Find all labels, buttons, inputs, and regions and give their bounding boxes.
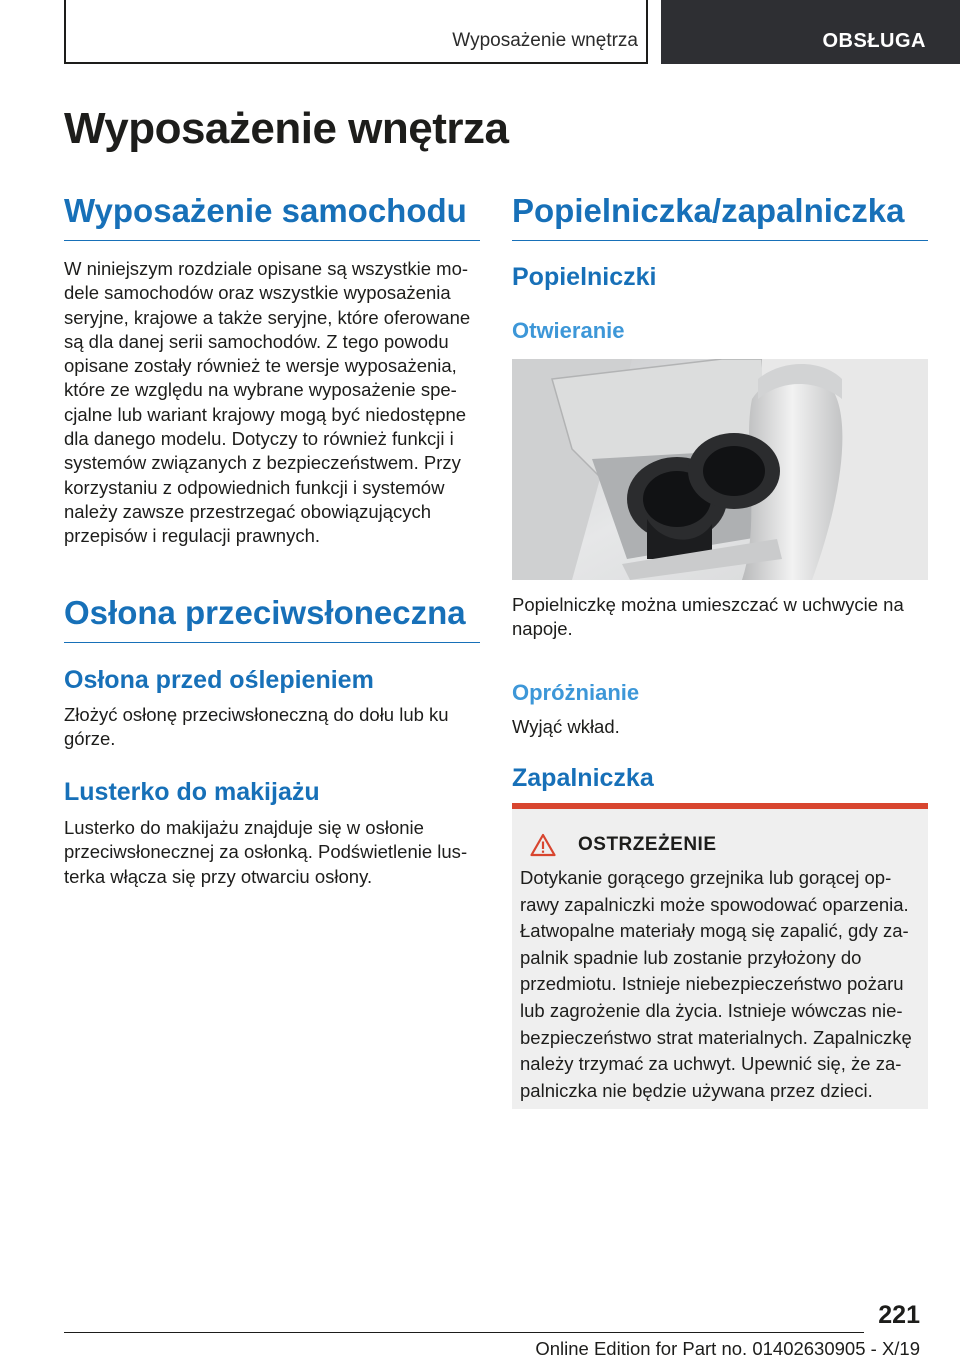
glare-text: Złożyć osłonę przeciwsłoneczną do dołu lub ku górze. bbox=[64, 704, 449, 750]
warning-text: Dotykanie gorącego grzejnika lub gorącej oprawy zapalniczki może spowodować oparzenia. Łatwopalne materiały mogą się zapalić, gdy zapalnik spadnie lub zostanie przyłożony do przedmiotu. Istnieje niebezpieczeństwo pożaru lub zagrożenie dla życia. Istnieje wówczas niebezpieczeństwo strat materialnych. Zapalniczkę należy trzymać za uchwyt. Upewnić się, że zapalniczka nie będzie używana przez dzieci. bbox=[520, 867, 912, 1101]
warning-box bbox=[512, 803, 928, 1109]
section-title-sun-visor: Osłona przeciwsłoneczna bbox=[64, 594, 480, 643]
header-chapter-tab bbox=[661, 0, 960, 64]
page-number: 221 bbox=[878, 1301, 920, 1329]
warning-triangle-icon bbox=[530, 833, 556, 857]
subsection-title-ashtrays: Popielniczki bbox=[512, 263, 657, 291]
equipment-text: W niniejszym rozdziale opisane są wszystkie modele samochodów oraz wszystkie wyposażenia seryjne, krajowe a także seryjne, które oferowane są dla danej serii samochodów. Z tego powodu opisane zostały również te wersje wyposażenia, które ze względu na wybrane wyposażenie specjalne lub wariant krajowy mogą być niedostępne dla danego modelu. Dotyczy to również funkcji i systemów związanych z bezpieczeństwem. Przy korzystaniu z odpowiednich funkcji i systemów należy zawsze przestrzegać obowiązujących przepisów i regulacji prawnych. bbox=[64, 258, 471, 547]
section-title-equipment: Wyposażenie samochodu bbox=[64, 192, 480, 241]
warning-title: OSTRZEŻENIE bbox=[578, 834, 717, 855]
subsubsection-title-emptying: Opróżnianie bbox=[512, 680, 640, 705]
footer-divider bbox=[64, 1332, 864, 1333]
emptying-text: Wyjąć wkład. bbox=[512, 716, 620, 737]
mirror-text: Lusterko do makijażu znajduje się w osłonie przeciwsłonecznej za osłonką. Podświetlenie lusterka włącza się przy otwarciu osłony. bbox=[64, 817, 468, 887]
page-title: Wyposażenie wnętrza bbox=[64, 104, 509, 153]
subsubsection-title-opening: Otwieranie bbox=[512, 318, 625, 343]
footer-edition: Online Edition for Part no. 01402630905 - X/19 bbox=[535, 1338, 920, 1359]
subsection-title-mirror: Lusterko do makijażu bbox=[64, 778, 320, 806]
warning-header bbox=[530, 833, 717, 857]
opening-text: Popielniczkę można umieszczać w uchwycie na napoje. bbox=[512, 594, 904, 640]
header-section-title: Wyposażenie wnętrza bbox=[452, 30, 638, 51]
section-title-ashtray-lighter: Popielniczka/zapalniczka bbox=[512, 192, 928, 241]
cupholder-photo bbox=[512, 359, 928, 580]
header-chapter-label: OBSŁUGA bbox=[822, 30, 926, 52]
subsection-title-lighter: Zapalniczka bbox=[512, 764, 654, 792]
subsection-title-glare: Osłona przed oślepieniem bbox=[64, 666, 374, 694]
